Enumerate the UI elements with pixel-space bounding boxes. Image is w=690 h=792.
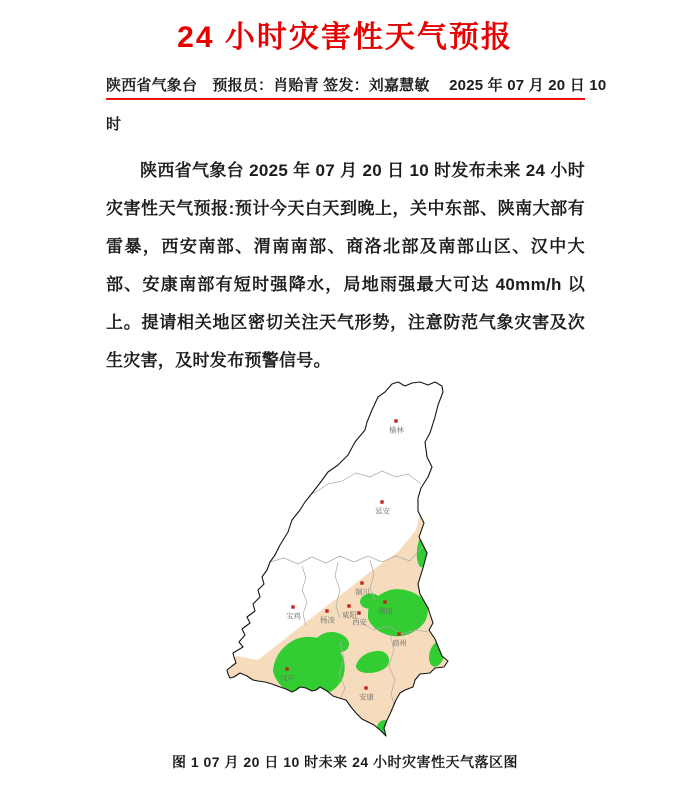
city-label: 汉中 — [280, 673, 295, 683]
issuer-meta-line2: 时 — [106, 116, 122, 133]
city-marker — [347, 604, 350, 607]
city-榆林 — [389, 419, 404, 434]
city-宝鸡 — [286, 605, 301, 620]
city-marker — [383, 600, 386, 603]
city-marker — [394, 419, 397, 422]
short-time-heavy-rain-region — [220, 504, 470, 760]
city-label: 商州 — [392, 638, 407, 648]
issuer-meta-line1: 陕西省气象台 预报员：肖贻青 签发：刘嘉慧敏 2025 年 07 月 20 日 10 — [106, 77, 607, 94]
figure-caption: 图 1 07 月 20 日 10 时未来 24 小时灾害性天气落区图 — [171, 754, 519, 770]
city-label: 咸阳 — [342, 610, 357, 620]
city-marker — [380, 500, 383, 503]
red-underline — [106, 98, 585, 100]
city-marker — [285, 667, 288, 670]
city-label: 延安 — [375, 506, 390, 516]
city-marker — [397, 632, 400, 635]
issuer-meta — [106, 74, 607, 134]
city-label: 杨凌 — [320, 615, 335, 625]
shaanxi-weather-map — [220, 380, 470, 760]
city-marker — [325, 609, 328, 612]
city-label: 渭南 — [378, 606, 393, 616]
city-label: 宝鸡 — [286, 611, 301, 621]
city-marker — [291, 605, 294, 608]
page-title: 24 小时灾害性天气预报 — [177, 21, 513, 54]
city-label: 榆林 — [389, 425, 404, 435]
forecast-body: 陕西省气象台 2025 年 07 月 20 日 10 时发布未来 24 小时灾害性天气预报:预计今天白天到晚上，关中东部、陕南大部有雷暴，西安南部、渭南南部、商洛北部及南部山区、汉中大部、安康南部有短时强降水，局地雨强最大可达 40mm/h 以上。提请相关地区密切关注天气形势，注意防范气象灾害及次生灾害，及时发布预警信号。 — [106, 161, 585, 370]
map-container — [220, 380, 470, 760]
city-marker — [364, 686, 367, 689]
city-marker — [357, 611, 360, 614]
city-label: 铜川 — [355, 587, 370, 597]
city-label: 西安 — [352, 617, 367, 627]
city-marker — [360, 581, 363, 584]
city-延安 — [375, 500, 390, 515]
city-label: 安康 — [359, 692, 374, 702]
